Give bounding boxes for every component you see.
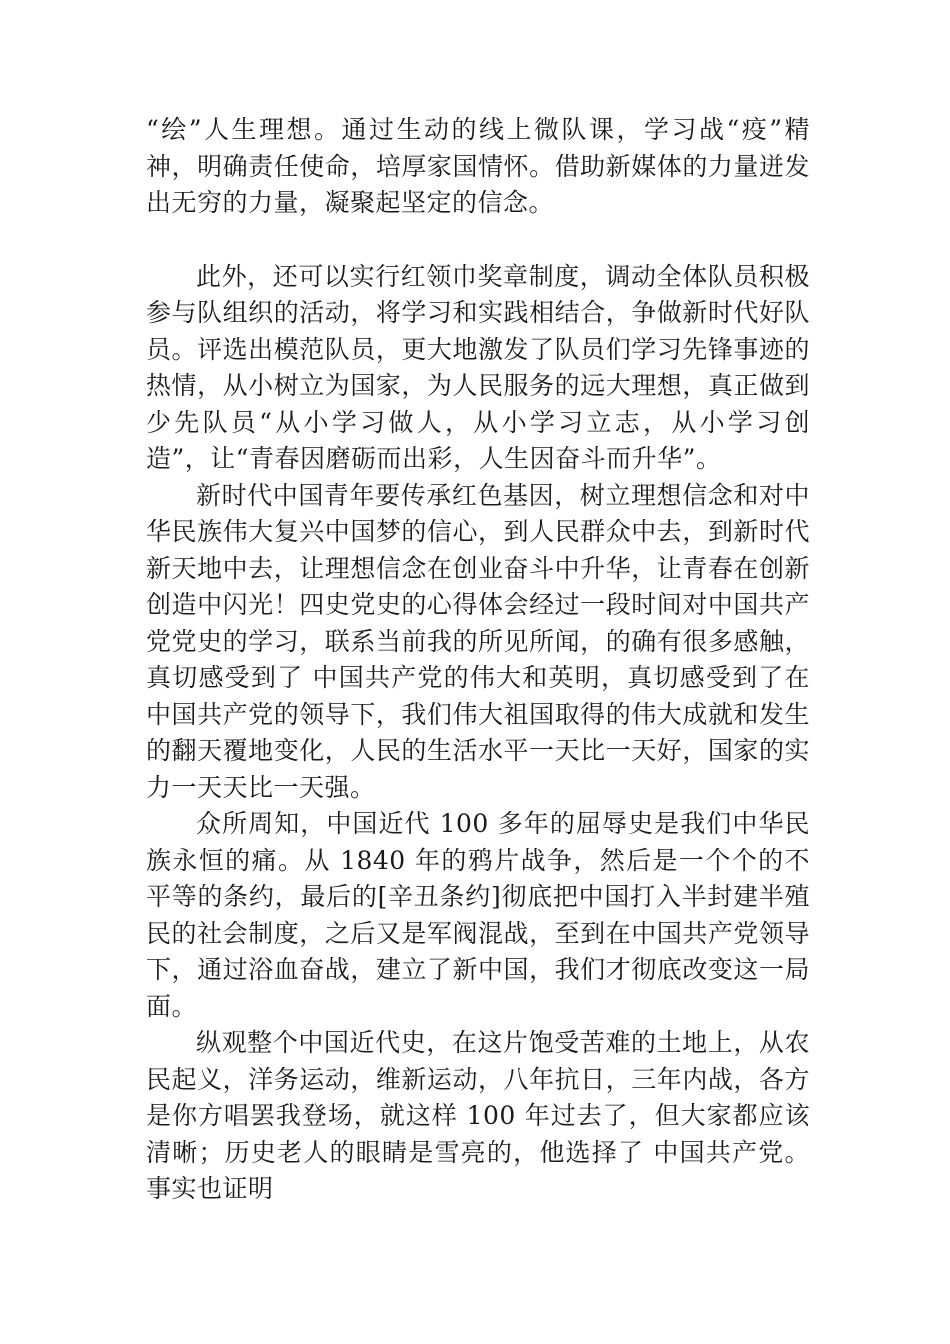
paragraph-gap <box>146 222 810 259</box>
paragraph-2: 此外，还可以实行红领巾奖章制度，调动全体队员积极参与队组织的活动，将学习和实践相结合，争做新时代好队员。评选出模范队员，更大地激发了队员们学习先锋事迹的热情，从小树立为国家，为人民服务的远大理想，真正做到少先队员“从小学习做人，从小学习立志，从小学习创造”，让“青春因磨砺而出彩，人生因奋斗而升华”。 <box>146 261 810 473</box>
paragraph-1: “绘”人生理想。通过生动的线上微队课，学习战“疫”精神，明确责任使命，培厚家国情怀。借助新媒体的力量迸发出无穷的力量，凝聚起坚定的信念。 <box>146 115 810 217</box>
paragraph-5: 纵观整个中国近代史，在这片饱受苦难的土地上，从农民起义，洋务运动，维新运动，八年抗日，三年内战，各方是你方唱罢我登场，就这样 100 年过去了，但大家都应该清晰；历史老人的眼睛是雪亮的，他选择了 中国共产党。事实也证明 <box>146 1028 810 1203</box>
document-body <box>146 112 810 1208</box>
paragraph-3: 新时代中国青年要传承红色基因，树立理想信念和对中华民族伟大复兴中国梦的信心，到人民群众中去，到新时代新天地中去，让理想信念在创业奋斗中升华，让青春在创新创造中闪光！四史党史的心得体会经过一段时间对中国共产党党史的学习，联系当前我的所见所闻，的确有很多感触，真切感受到了 中国共产党的伟大和英明，真切感受到了在中国共产党的领导下，我们伟大祖国取得的伟大成就和发生的翻天覆地变化，人民的生活水平一天比一天好，国家的实力一天天比一天强。 <box>146 480 810 802</box>
paragraph-4: 众所周知，中国近代 100 多年的屈辱史是我们中华民族永恒的痛。从 1840 年的鸦片战争，然后是一个个的不平等的条约，最后的[辛丑条约]彻底把中国打入半封建半殖民的社会制度，之后又是军阀混战，至到在中国共产党领导下，通过浴血奋战，建立了新中国，我们才彻底改变这一局面。 <box>146 809 810 1021</box>
